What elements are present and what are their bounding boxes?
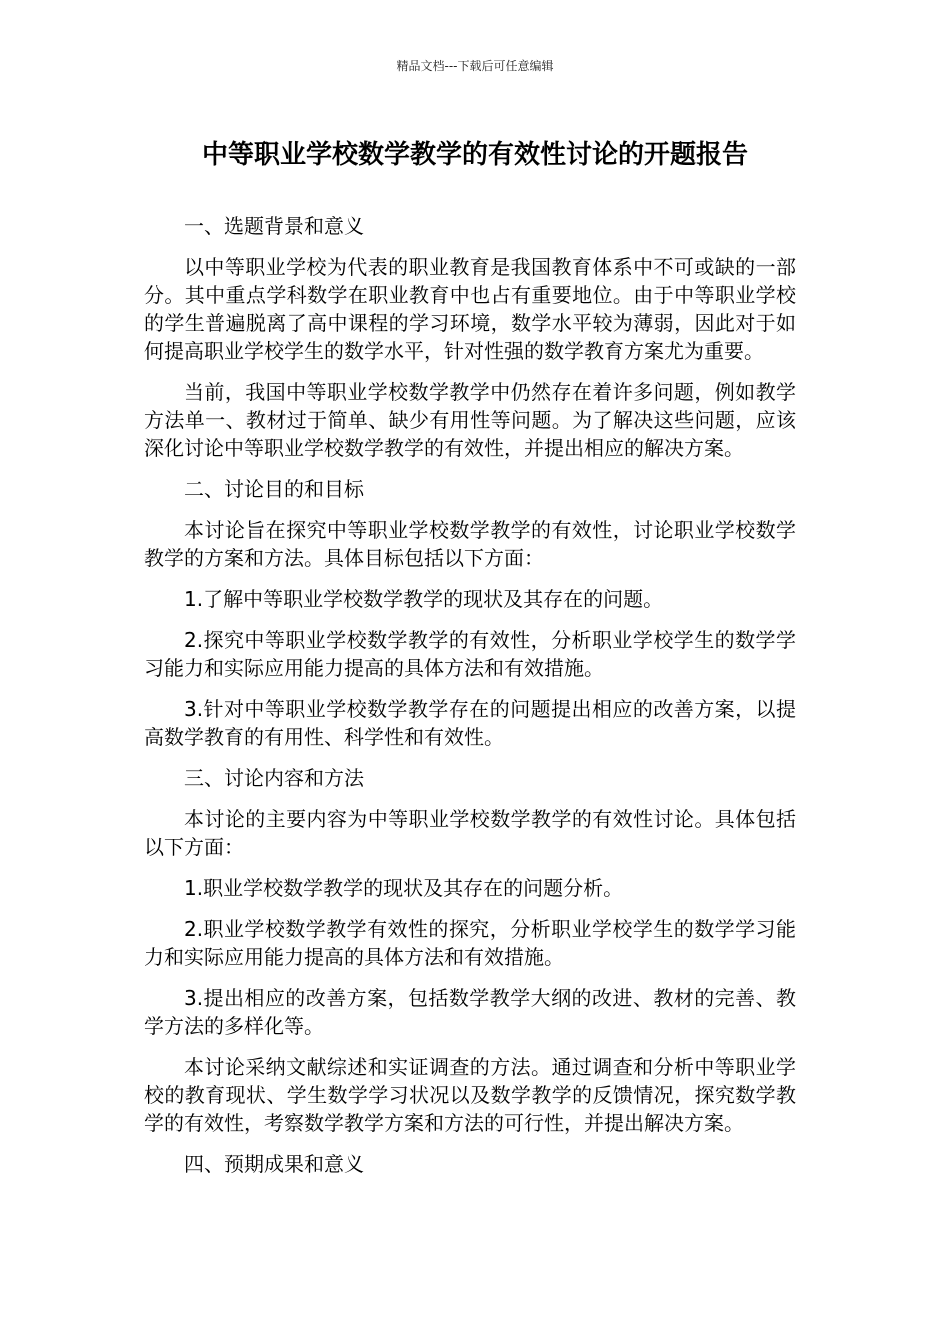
paragraph-background-1: 以中等职业学校为代表的职业教育是我国教育体系中不可或缺的一部分。其中重点学科数学在职业教育中也占有重要地位。由于中等职业学校的学生普遍脱离了高中课程的学习环境，数学水平较为薄弱，因此对于如何提高职业学校学生的数学水平，针对性强的数学教育方案尤为重要。 bbox=[144, 255, 796, 363]
section-heading-outcomes: 四、预期成果和意义 bbox=[184, 1152, 364, 1176]
document-body bbox=[144, 212, 796, 1191]
list-item-content-3: 3.提出相应的改善方案，包括数学教学大纲的改进、教材的完善、教学方法的多样化等。 bbox=[144, 986, 796, 1038]
document-title: 中等职业学校数学教学的有效性讨论的开题报告 bbox=[201, 140, 748, 170]
section-heading-purpose: 二、讨论目的和目标 bbox=[184, 477, 364, 501]
paragraph-content-intro: 本讨论的主要内容为中等职业学校数学教学的有效性讨论。具体包括以下方面： bbox=[144, 807, 796, 859]
section-heading-content: 三、讨论内容和方法 bbox=[184, 766, 364, 790]
header-note: 精品文档---下载后可任意编辑 bbox=[396, 59, 554, 73]
paragraph-purpose-intro: 本讨论旨在探究中等职业学校数学教学的有效性，讨论职业学校数学教学的方案和方法。具体目标包括以下方面： bbox=[144, 518, 796, 570]
list-item-purpose-1: 1.了解中等职业学校数学教学的现状及其存在的问题。 bbox=[184, 587, 664, 611]
list-item-content-1: 1.职业学校数学教学的现状及其存在的问题分析。 bbox=[184, 876, 624, 900]
section-heading-background: 一、选题背景和意义 bbox=[184, 214, 364, 238]
list-item-purpose-2: 2.探究中等职业学校数学教学的有效性，分析职业学校学生的数学学习能力和实际应用能力提高的具体方法和有效措施。 bbox=[144, 628, 796, 680]
paragraph-background-2: 当前，我国中等职业学校数学教学中仍然存在着许多问题，例如教学方法单一、教材过于简单、缺少有用性等问题。为了解决这些问题，应该深化讨论中等职业学校数学教学的有效性，并提出相应的解决方案。 bbox=[144, 380, 796, 460]
list-item-purpose-3: 3.针对中等职业学校数学教学存在的问题提出相应的改善方案，以提高数学教育的有用性、科学性和有效性。 bbox=[144, 697, 796, 749]
list-item-content-2: 2.职业学校数学教学有效性的探究，分析职业学校学生的数学学习能力和实际应用能力提高的具体方法和有效措施。 bbox=[144, 917, 796, 969]
paragraph-method: 本讨论采纳文献综述和实证调查的方法。通过调查和分析中等职业学校的教育现状、学生数学学习状况以及数学教学的反馈情况，探究数学教学的有效性，考察数学教学方案和方法的可行性，并提出解决方案。 bbox=[144, 1055, 796, 1135]
